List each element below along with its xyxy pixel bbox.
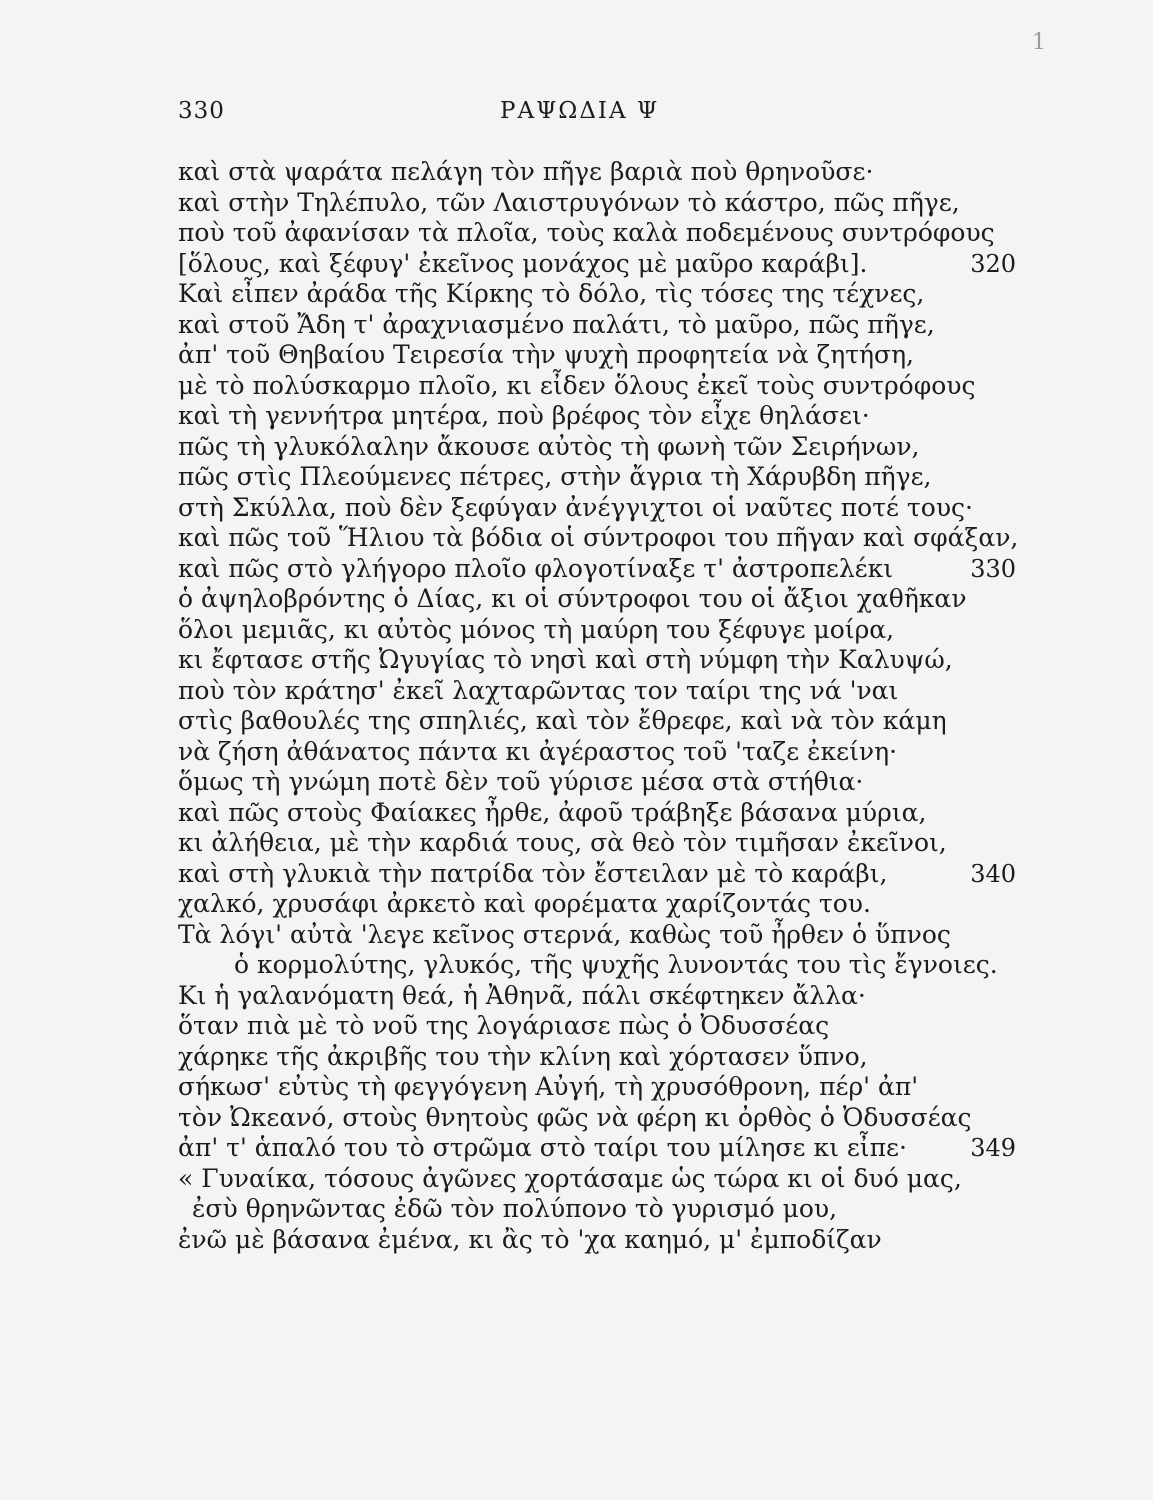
verse-text: καὶ τὴ γεννήτρα μητέρα, ποὺ βρέφος τὸν εἶχε θηλάσει· — [178, 401, 870, 430]
verse-line — [178, 798, 1038, 829]
verse-block — [178, 157, 1038, 1255]
verse-text: καὶ στὰ ψαράτα πελάγη τὸν πῆγε βαριὰ ποὺ θρηνοῦσε· — [178, 157, 874, 186]
running-head — [178, 98, 1038, 134]
verse-text: κι ἀλήθεια, μὲ τὴν καρδιά τους, σὰ θεὸ τὸν τιμῆσαν ἐκεῖνοι, — [178, 828, 947, 857]
verse-text: « Γυναίκα, τόσους ἀγῶνες χορτάσαμε ὡς τώρα κι οἱ δυό μας, — [178, 1163, 962, 1193]
verse-line — [178, 1042, 1038, 1073]
verse-text: χάρηκε τῆς ἀκριβῆς του τὴν κλίνη καὶ χόρτασεν ὕπνο, — [178, 1041, 868, 1071]
verse-line — [178, 645, 1038, 676]
verse-text: χαλκό, χρυσάφι ἀρκετὸ καὶ φορέματα χαρίζοντάς του. — [178, 889, 871, 918]
verse-line — [178, 493, 1038, 524]
verse-line — [178, 340, 1038, 371]
verse-text: καὶ πῶς στὸ γλήγορο πλοῖο φλογοτίναξε τ' ἀστροπελέκι — [178, 553, 894, 583]
verse-line — [178, 950, 1038, 981]
corner-mark: 1 — [1032, 30, 1046, 55]
verse-line — [178, 249, 1038, 280]
verse-text: ποὺ τὸν κράτησ' ἐκεῖ λαχταρῶντας τον ταίρι της νά 'ναι — [178, 675, 899, 705]
verse-text: ἐσὺ θρηνῶντας ἐδῶ τὸν πολύπονο τὸ γυρισμό μου, — [192, 1194, 838, 1223]
verse-line — [178, 188, 1038, 219]
verse-text: Καὶ εἶπεν ἀράδα τῆς Κίρκης τὸ δόλο, τὶς τόσες της τέχνες, — [178, 279, 925, 308]
verse-text: [ὅλους, καὶ ξέφυγ' ἐκεῖνος μονάχος μὲ μαῦρο καράβι]. — [178, 248, 868, 278]
verse-line — [178, 310, 1038, 341]
book-title: ΡΑΨΩΔΙΑ Ψ — [500, 98, 660, 124]
line-number: 340 — [970, 859, 1016, 888]
verse-line — [178, 157, 1038, 188]
verse-text: μὲ τὸ πολύσκαρμο πλοῖο, κι εἶδεν ὅλους ἐκεῖ τοὺς συντρόφους — [178, 370, 976, 400]
verse-line — [178, 1225, 1038, 1256]
verse-line — [178, 767, 1038, 798]
verse-text: πῶς στὶς Πλεούμενες πέτρες, στὴν ἄγρια τὴ Χάρυβδη πῆγε, — [178, 462, 932, 491]
verse-text: στὴ Σκύλλα, ποὺ δὲν ξεφύγαν ἀνέγγιχτοι οἱ ναῦτες ποτέ τους· — [178, 492, 973, 522]
verse-text: Κι ἡ γαλανόματη θεά, ἡ Ἀθηνᾶ, πάλι σκέφτηκεν ἄλλα· — [178, 980, 866, 1010]
verse-line — [178, 218, 1038, 249]
verse-line — [178, 1194, 1038, 1225]
verse-text: Τὰ λόγι' αὐτὰ 'λεγε κεῖνος στερνά, καθὼς τοῦ ἦρθεν ὁ ὕπνος — [178, 919, 951, 949]
verse-line — [178, 432, 1038, 463]
verse-text: ὅλοι μεμιᾶς, κι αὐτὸς μόνος τὴ μαύρη του ξέφυγε μοίρα, — [178, 614, 895, 644]
verse-text: ὁ κορμολύτης, γλυκός, τῆς ψυχῆς λυνοντάς του τὶς ἔγνοιες. — [234, 950, 998, 979]
line-number: 330 — [970, 554, 1016, 583]
verse-line — [178, 737, 1038, 768]
verse-line — [178, 523, 1038, 554]
verse-text: ἀπ' τοῦ Θηβαίου Τειρεσία τὴν ψυχὴ προφητεία νὰ ζητήση, — [178, 340, 914, 369]
verse-text: καὶ πῶς τοῦ Ἥλιου τὰ βόδια οἱ σύντροφοι του πῆγαν καὶ σφάξαν, — [178, 523, 1019, 552]
line-number: 320 — [970, 249, 1016, 278]
verse-line — [178, 371, 1038, 402]
verse-text: νὰ ζήση ἀθάνατος πάντα κι ἀγέραστος τοῦ 'ταζε ἐκείνη· — [178, 736, 898, 766]
verse-line — [178, 1103, 1038, 1134]
verse-text: σήκωσ' εὐτὺς τὴ φεγγόγενη Αὐγή, τὴ χρυσόθρονη, πέρ' ἀπ' — [178, 1072, 919, 1101]
verse-line — [178, 828, 1038, 859]
verse-line — [178, 584, 1038, 615]
verse-line — [178, 615, 1038, 646]
verse-line — [178, 1133, 1038, 1164]
line-number: 349 — [970, 1134, 1016, 1162]
verse-text: στὶς βαθουλές της σπηλιές, καὶ τὸν ἔθρεφε, καὶ νὰ τὸν κάμη — [178, 706, 947, 735]
verse-text: καὶ στὴ γλυκιὰ τὴν πατρίδα τὸν ἔστειλαν μὲ τὸ καράβι, — [178, 858, 888, 888]
verse-line — [178, 279, 1038, 310]
verse-text: ὅμως τὴ γνώμη ποτὲ δὲν τοῦ γύρισε μέσα στὰ στήθια· — [178, 767, 864, 796]
verse-line — [178, 706, 1038, 737]
verse-text: ποὺ τοῦ ἀφανίσαν τὰ πλοῖα, τοὺς καλὰ ποδεμένους συντρόφους — [178, 218, 995, 247]
verse-text: καὶ στοῦ Ἄδη τ' ἀραχνιασμένο παλάτι, τὸ μαῦρο, πῶς πῆγε, — [178, 309, 935, 339]
page-number: 330 — [178, 98, 225, 124]
verse-line — [178, 1011, 1038, 1042]
verse-line — [178, 462, 1038, 493]
verse-line — [178, 920, 1038, 951]
verse-line — [178, 981, 1038, 1012]
verse-line — [178, 554, 1038, 585]
verse-text: πῶς τὴ γλυκόλαλην ἄκουσε αὐτὸς τὴ φωνὴ τῶν Σειρήνων, — [178, 431, 920, 461]
verse-line — [178, 1072, 1038, 1103]
verse-text: ἐνῶ μὲ βάσανα ἐμένα, κι ἂς τὸ 'χα καημό, μ' ἐμποδίζαν — [178, 1224, 882, 1254]
verse-text: ἀπ' τ' ἁπαλό του τὸ στρῶμα στὸ ταίρι του μίλησε κι εἶπε· — [178, 1133, 907, 1162]
verse-line — [178, 676, 1038, 707]
verse-text: τὸν Ὠκεανό, στοὺς θνητοὺς φῶς νὰ φέρη κι ὀρθὸς ὁ Ὀδυσσέας — [178, 1102, 972, 1132]
verse-text: ὁ ἀψηλοβρόντης ὁ Δίας, κι οἱ σύντροφοι του οἱ ἄξιοι χαθῆκαν — [178, 584, 967, 613]
verse-text: ὅταν πιὰ μὲ τὸ νοῦ της λογάριασε πὼς ὁ Ὀδυσσέας — [178, 1011, 830, 1040]
verse-line — [178, 1164, 1038, 1195]
verse-line — [178, 889, 1038, 920]
verse-line — [178, 859, 1038, 890]
verse-text: καὶ στὴν Τηλέπυλο, τῶν Λαιστρυγόνων τὸ κάστρο, πῶς πῆγε, — [178, 187, 960, 217]
verse-text: καὶ πῶς στοὺς Φαίακες ἦρθε, ἀφοῦ τράβηξε βάσανα μύρια, — [178, 797, 927, 827]
verse-line — [178, 401, 1038, 432]
verse-text: κι ἔφτασε στῆς Ὠγυγίας τὸ νησὶ καὶ στὴ νύμφη τὴν Καλυψώ, — [178, 645, 953, 674]
